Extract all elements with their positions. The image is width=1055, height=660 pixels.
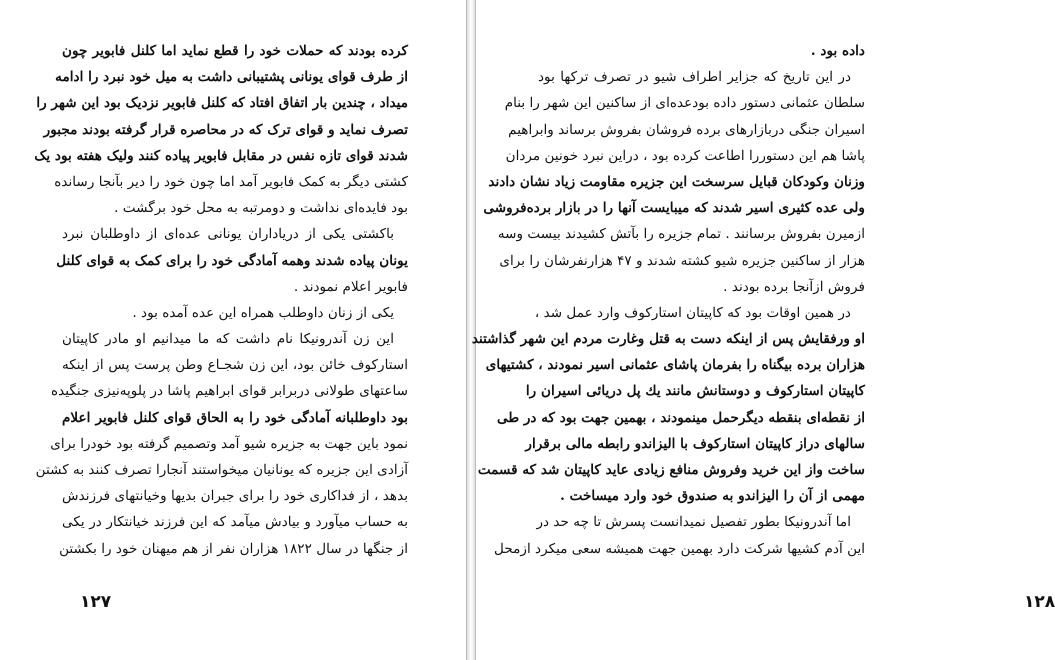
text-line: کرده بودند که حملات خود را قطع نماید اما کلنل فابویر چون	[62, 43, 408, 59]
text-line: ازمیرن بفروش برسانند . تمام جزیره را بآتش کشیدند بیست وسه	[497, 226, 865, 243]
text-line: از جنگها در سال ۱۸۲۲ هزاران نفر از هم میهنان خود را بکشتن	[59, 540, 408, 557]
text-line: هزاران برده بیگناه را بفرمان پاشای عثمانی اسیر نمودند ، کشتیهای	[485, 357, 865, 374]
text-line: او ورفقایش پس از اینکه دست به قتل وغارت مردم این شهر گذاشتند	[471, 331, 865, 348]
page-number-left: ۱۲۷	[80, 592, 112, 612]
text-line: اسیران جنگی دربازارهای برده فروشان بفروش برساند وابراهیم	[508, 121, 865, 138]
text-line: اما آندرونیکا بطور تفصیل نمیدانست پسرش تا چه حد در	[536, 514, 851, 531]
text-line: این زن آندرونیکا نام داشت که ما میدانیم او مادر کاپیتان	[62, 331, 394, 348]
text-line: در همین اوقات بود که کاپیتان استارکوف وارد عمل شد ،	[534, 304, 851, 321]
text-line: این آدم کشیها شرکت دارد بهمین جهت همیشه سعی میکرد ازمحل	[494, 540, 865, 557]
text-line: فروش ازآنجا برده بودند .	[723, 278, 865, 295]
text-line: از نقطه‌ای بنقطه دیگرحمل مینمودند ، بهمین جهت بود که در طی	[496, 409, 865, 426]
text-line: به حساب میآورد و بیادش میآمد که این فرزند خیانتکار در یکی	[62, 514, 408, 531]
text-line: میداد ، چندین بار اتفاق افتاد که کلنل فابویر نزدیک بود این شهر را	[36, 95, 408, 112]
text-line: باکشتی یکی از دریاداران یونانی عده‌ای از داوطلبان نبرد	[62, 226, 394, 243]
page-number-right: ۱۲۸	[1024, 592, 1055, 612]
text-line: مهمی از آن را الیزاندو به صندوق خود وارد میساخت .	[560, 488, 865, 505]
text-line: پاشا هم این دستوررا اطاعت کرده بود ، دراین نبرد خونین مردان	[505, 147, 865, 164]
text-line: داده بود .	[810, 43, 865, 59]
text-line: سالهای دراز کاپیتان استارکوف با الیزاندو رابطه مالی برقرار	[525, 435, 865, 452]
left-page-text	[34, 38, 408, 562]
right-page-text	[471, 38, 865, 562]
text-line: یکی از زنان داوطلب همراه این عده آمده بود .	[132, 304, 394, 321]
text-line: آزادی این جزیره که یونانیان میخواستند آنجارا تصرف کنند به کشتن	[35, 462, 408, 478]
text-line: ساخت واز این خرید وفروش منافع زیادی عاید کاپیتان شد که قسمت	[477, 462, 865, 478]
text-line: در این تاریخ که جزایر اطراف شیو در تصرف ترکها بود	[538, 69, 851, 86]
text-line: شدند قوای تازه نفس در مقابل فابویر پیاده کنند ولیک هفته بود یک	[34, 147, 408, 164]
text-line: ولی عده کثیری اسیر شدند که میبایست آنها را در بازار برده‌فروشی	[483, 200, 865, 217]
text-line: بود فایده‌ای نداشت و دومرتبه به محل خود برگشت .	[114, 200, 408, 217]
text-line: سلطان عثمانی دستور داده بودعده‌ای از ساکنین این شهر را بنام	[504, 95, 865, 112]
text-line: یونان پیاده شدند وهمه آمادگی خود را برای کمک به قوای کلنل	[56, 252, 408, 269]
text-line: وزنان وکودکان قبایل سرسخت این جزیره مقاومت زیاد نشان دادند	[488, 173, 865, 190]
text-line: بود داوطلبانه آمادگی خود را به الحاق قوای کلنل فابویر اعلام	[62, 409, 408, 426]
text-line: بدهد ، از فداکاری خود را برای جبران بدیها وخیانتهای فرزندش	[62, 488, 408, 505]
left-page	[0, 0, 466, 660]
text-line: هزار از ساکنین جزیره شیو کشته شدند و ۴۷ هزارنفرشان را برای	[499, 252, 865, 269]
text-line: ساعتهای طولانی دربرابر قوای ابراهیم پاشا در پلوپه‌نیزی جنگیده	[51, 383, 408, 400]
right-page	[471, 0, 1055, 660]
text-line: کاپیتان استارکوف و دوستانش مانند یك پل دریائی اسیران را	[525, 383, 865, 400]
text-line: فابویر اعلام نمودند .	[293, 278, 408, 295]
text-line: تصرف نماید و قوای ترک که در محاصره قرار گرفته بودند مجبور	[43, 121, 408, 138]
text-line: نمود باین جهت به جزیره شیو آمد وتصمیم گرفته بود خودرا برای	[50, 435, 408, 452]
text-line: از طرف قوای یونانی پشتیبانی داشت به میل خود نبرد را ادامه	[55, 69, 408, 86]
text-line: کشتی دیگر به کمک فابویر آمد اما چون خود را دیر بآنجا رسانده	[54, 173, 408, 190]
text-line: استارکوف خائن بود، این زن شجـاع وطن پرست پس از اینکه	[62, 357, 408, 374]
